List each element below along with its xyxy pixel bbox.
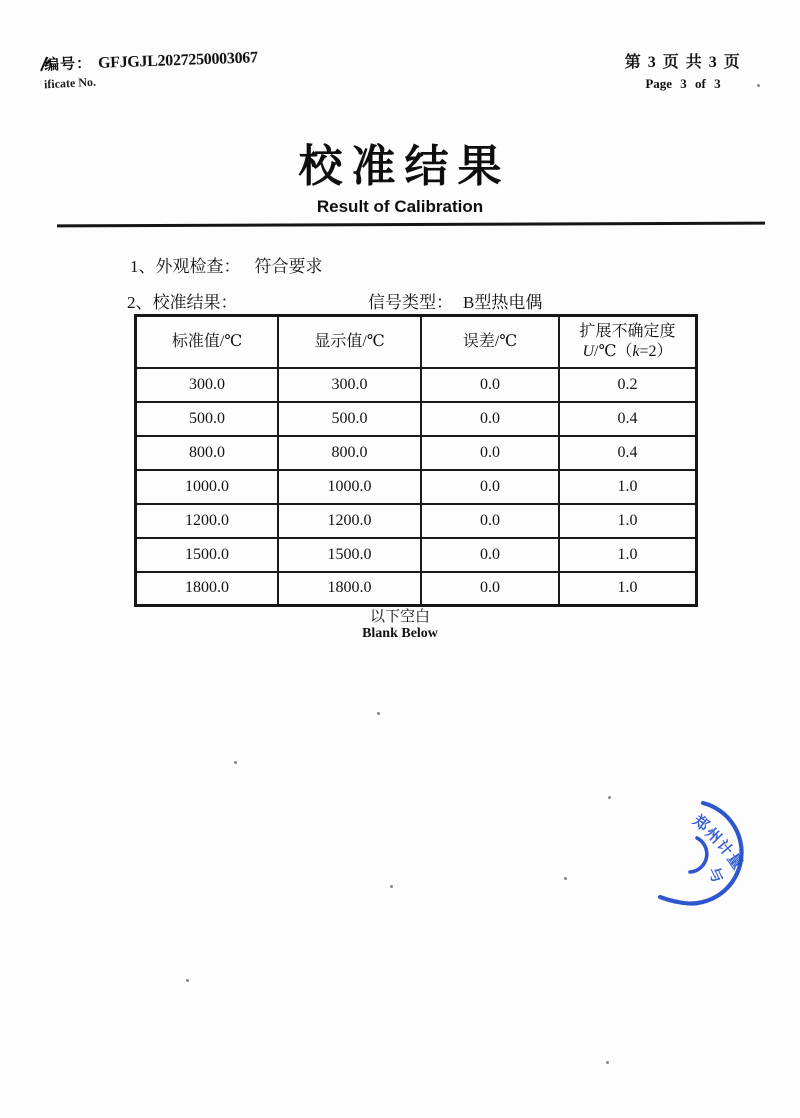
uncertainty-u-symbol: U: [582, 342, 595, 360]
page-title-en: Result of Calibration: [316, 197, 484, 216]
col-expanded-uncertainty: [559, 316, 696, 368]
table-row: [136, 470, 697, 504]
cell-standard: 1200.0: [136, 504, 278, 538]
uncertainty-end: =2）: [639, 342, 673, 360]
cell-error: 0.0: [421, 504, 559, 538]
cell-uncertainty: 0.2: [559, 368, 696, 402]
cell-error: 0.0: [421, 538, 559, 572]
cell-standard: 800.0: [136, 436, 278, 470]
cell-error: 0.0: [421, 368, 559, 402]
signal-type-value: B型热电偶: [463, 293, 543, 312]
cell-standard: 300.0: [136, 368, 278, 402]
cell-error: 0.0: [421, 572, 559, 606]
blank-below-en: Blank Below: [362, 626, 438, 641]
stamp-char: 郑: [689, 812, 712, 835]
page-number-cn: 第 3 页 共 3 页: [624, 54, 742, 71]
cell-uncertainty: 1.0: [559, 538, 696, 572]
noise-speck: [390, 885, 393, 888]
uncertainty-line1: 扩展不确定度: [579, 322, 676, 340]
cell-standard: 1500.0: [136, 538, 278, 572]
certificate-label-cn: 编号：: [43, 56, 93, 74]
official-stamp: [640, 785, 800, 915]
noise-speck: [186, 979, 189, 982]
cell-displayed: 1000.0: [278, 470, 421, 504]
cell-displayed: 500.0: [278, 402, 421, 436]
calibration-results-table: [134, 314, 698, 607]
certificate-label-en: ificate No.: [43, 74, 97, 92]
table-header-row: [136, 316, 697, 368]
cell-standard: 500.0: [136, 402, 278, 436]
table-row: [136, 368, 697, 402]
cell-standard: 1800.0: [136, 572, 278, 606]
page-number-en: Page 3 of 3: [645, 76, 721, 91]
cell-uncertainty: 0.4: [559, 436, 696, 470]
blank-below-cn: 以下空白: [369, 609, 430, 625]
noise-speck: [234, 761, 237, 764]
item1-label: 外观检查：: [155, 257, 241, 276]
page-title-cn: 校准结果: [298, 142, 511, 191]
uncertainty-k-symbol: k: [632, 342, 640, 360]
cell-displayed: 1200.0: [278, 504, 421, 538]
cell-error: 0.0: [421, 402, 559, 436]
col-displayed-value: 显示值/℃: [278, 316, 421, 368]
cell-uncertainty: 1.0: [559, 504, 696, 538]
item1-index: 1、: [130, 257, 156, 276]
noise-speck: [606, 1061, 609, 1064]
cell-error: 0.0: [421, 436, 559, 470]
stamp-char: 与: [704, 865, 726, 886]
stamp-char: 计: [713, 837, 736, 860]
pagination: [608, 49, 758, 92]
cell-displayed: 1800.0: [278, 572, 421, 606]
table-row: [136, 572, 697, 606]
item-calibration-result: [127, 288, 727, 312]
noise-speck: [608, 796, 611, 799]
cell-uncertainty: 1.0: [559, 572, 696, 606]
cell-uncertainty: 1.0: [559, 470, 696, 504]
cell-error: 0.0: [421, 470, 559, 504]
col-error: 误差/℃: [421, 316, 559, 368]
table-row: [136, 538, 697, 572]
item2-index: 2、: [127, 293, 153, 312]
noise-speck: [757, 84, 760, 87]
certificate-number: GFJGJL2027250003067: [97, 49, 258, 72]
cell-standard: 1000.0: [136, 470, 278, 504]
signal-type-label: 信号类型：: [368, 293, 453, 312]
cell-displayed: 800.0: [278, 436, 421, 470]
item2-label: 校准结果：: [152, 293, 238, 312]
noise-speck: [377, 712, 380, 715]
table-row: [136, 402, 697, 436]
noise-speck: [564, 877, 567, 880]
title-divider-rule: [57, 222, 765, 228]
stamp-char: 州: [701, 825, 724, 848]
table-row: [136, 504, 697, 538]
item1-value: 符合要求: [254, 257, 323, 276]
cell-displayed: 300.0: [278, 368, 421, 402]
table-row: [136, 436, 697, 470]
uncertainty-mid: /℃（: [594, 342, 633, 360]
col-standard-value: 标准值/℃: [136, 316, 278, 368]
cell-uncertainty: 0.4: [559, 402, 696, 436]
stamp-char: 量: [723, 850, 746, 873]
certificate-number-line: [44, 46, 258, 74]
cell-displayed: 1500.0: [278, 538, 421, 572]
item-appearance-check: [130, 252, 323, 277]
